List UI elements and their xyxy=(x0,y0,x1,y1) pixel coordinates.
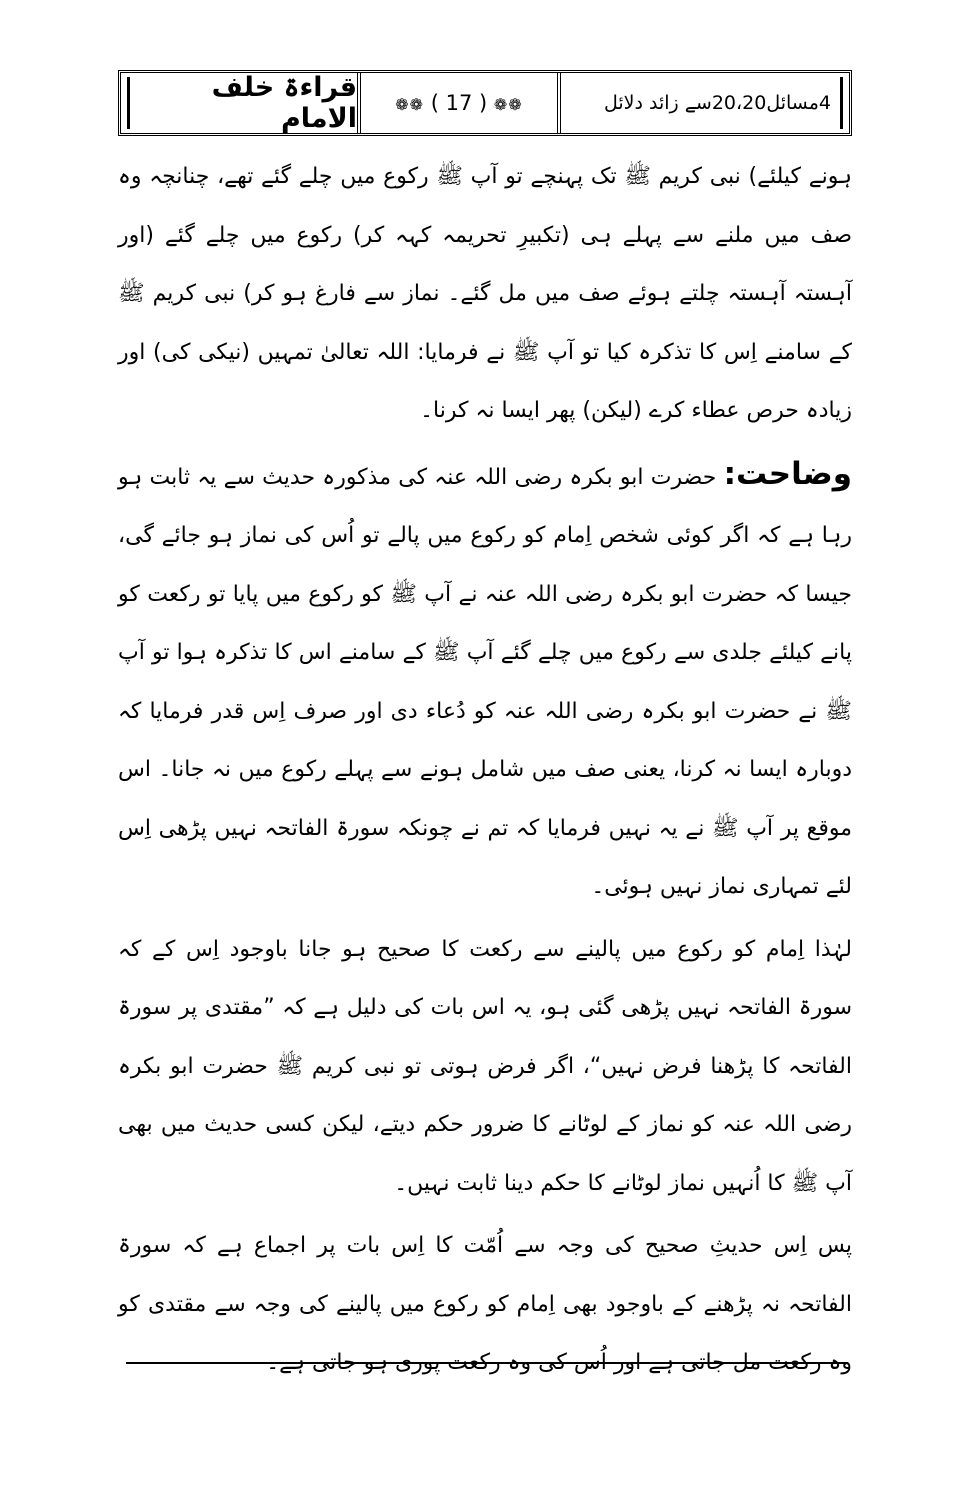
header-subtitle-cell xyxy=(561,73,849,133)
page-body xyxy=(118,148,852,1393)
header-page-number-cell xyxy=(361,73,561,133)
paragraph-4: پس اِس حدیثِ صحیح کی وجہ سے اُمّت کا اِس بات پر اجماع ہے کہ سورۃ الفاتحہ نہ پڑھنے کے باوجود بھی اِمام کو رکوع میں پالینے کی وجہ سے مقتدی کو وہ رکعت مل جاتی ہے اور اُس کی وہ رکعت پوری ہو جاتی ہے۔ xyxy=(118,1233,852,1375)
header-title-cell xyxy=(121,73,361,133)
page-header xyxy=(118,70,852,136)
wazahat-label: وضاحت: xyxy=(723,455,852,492)
bottom-rule xyxy=(126,1362,848,1364)
star-ornament-right-icon: ❁❁ xyxy=(493,95,523,114)
paragraph-1: ہونے کیلئے) نبی کریم ﷺ تک پہنچے تو آپ ﷺ رکوع میں چلے گئے تھے، چنانچہ وہ صف میں ملنے سے پہلے ہی (تکبیرِ تحریمہ کہہ کر) رکوع میں چلے گئے (اور آہستہ آہستہ چلتے ہوئے صف میں مل گئے۔ نماز سے فارغ ہو کر) نبی کریم ﷺ کے سامنے اِس کا تذکرہ کیا تو آپ ﷺ نے فرمایا: اللہ تعالیٰ تمہیں (نیکی کی) اور زیادہ حرص عطاء کرے (لیکن) پھر ایسا نہ کرنا۔ xyxy=(118,164,852,423)
star-ornament-left-icon: ❁❁ xyxy=(395,95,425,114)
book-subtitle: 4مسائل20،20سے زائد دلائل xyxy=(603,92,831,114)
page-number xyxy=(395,91,522,115)
paragraph-3: لہٰذا اِمام کو رکوع میں پالینے سے رکعت کا صحیح ہو جانا باوجود اِس کے کہ سورۃ الفاتحہ نہیں پڑھی گئی ہو، یہ اس بات کی دلیل ہے کہ ”مقتدی پر سورۃ الفاتحہ کا پڑھنا فرض نہیں“، اگر فرض ہوتی تو نبی کریم ﷺ حضرت ابو بکرہ رضی اللہ عنہ کو نماز کے لوٹانے کا ضرور حکم دیتے، لیکن کسی حدیث میں بھی آپ ﷺ کا اُنہیں نماز لوٹانے کا حکم دینا ثابت نہیں۔ xyxy=(118,936,852,1196)
paragraph-2-text: حضرت ابو بکرہ رضی اللہ عنہ کی مذکورہ حدیث سے یہ ثابت ہو رہا ہے کہ اگر کوئی شخص اِمام کو رکوع میں پالے تو اُس کی نماز ہو جائے گی، جیسا کہ حضرت ابو بکرہ رضی اللہ عنہ نے آپ ﷺ کو رکوع میں پایا تو رکعت کو پانے کیلئے جلدی سے رکوع میں چلے گئے آپ ﷺ کے سامنے اس کا تذکرہ ہوا تو آپ ﷺ نے حضرت ابو بکرہ رضی اللہ عنہ کو دُعاء دی اور صرف اِس قدر فرمایا کہ دوبارہ ایسا نہ کرنا، یعنی صف میں شامل ہونے سے پہلے رکوع میں نہ جانا۔ اس موقع پر آپ ﷺ نے یہ نہیں فرمایا کہ تم نے چونکہ سورۃ الفاتحہ نہیں پڑھی اِس لئے تمہاری نماز نہیں ہوئی۔ xyxy=(118,464,852,899)
page-number-value: ( 17 ) xyxy=(430,91,488,115)
paragraph-2 xyxy=(118,445,852,917)
book-title: قراءۃ خلف الامام xyxy=(211,72,357,134)
